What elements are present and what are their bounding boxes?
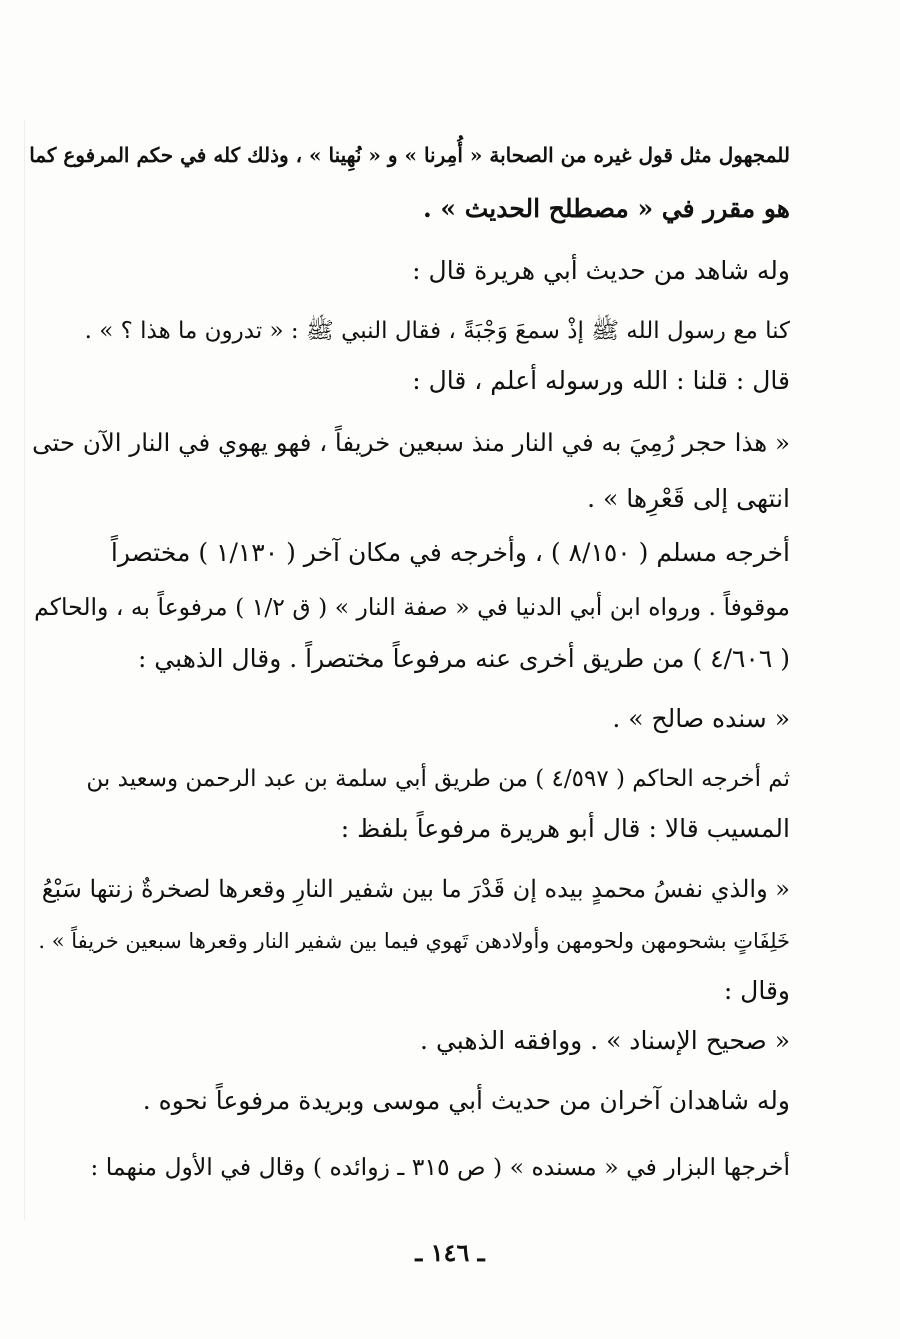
page-number: ـ ١٤٦ ـ: [415, 1238, 485, 1267]
text-line-12: ثم أخرجه الحاكم ( ٤/٥٩٧ ) من طريق أبي سلمة بن عبد الرحمن وسعيد بن: [86, 766, 790, 792]
text-line-14: « والذي نفسُ محمدٍ بيده إن قَدْرَ ما بين شفير النارِ وقعرها لصخرةٌ زنتها سَبْعُ: [41, 875, 790, 903]
text-line-1: للمجهول مثل قول غيره من الصحابة « أُمِرنا » و « نُهِينا » ، وذلك كله في حكم المرفوع كما: [29, 143, 790, 167]
text-line-9: موقوفاً . ورواه ابن أبي الدنيا في « صفة النار » ( ق ١/٢ ) مرفوعاً به ، والحاكم: [34, 593, 790, 621]
text-line-17: « صحيح الإسناد » . ووافقه الذهبي .: [420, 1026, 790, 1055]
text-line-11: « سنده صالح » .: [612, 704, 790, 733]
text-line-15: خَلِفَاتٍ بشحومهن ولحومهن وأولادهن تَهوي فيما بين شفير النار وقعرها سبعين خريفاً » .: [38, 929, 790, 953]
text-line-8: أخرجه مسلم ( ٨/١٥٠ ) ، وأخرجه في مكان آخر ( ١/١٣٠ ) مختصراً: [110, 538, 790, 567]
scan-shadow-line: [24, 120, 25, 1220]
text-line-10: ( ٤/٦٠٦ ) من طريق أخرى عنه مرفوعاً مختصراً . وقال الذهبي :: [137, 644, 790, 673]
text-line-13: المسيب قالا : قال أبو هريرة مرفوعاً بلفظ :: [340, 814, 790, 843]
text-line-2: هو مقرر في « مصطلح الحديث » .: [423, 194, 790, 223]
text-line-7: انتهى إلى قَعْرِها » .: [587, 484, 790, 513]
text-line-4: كنا مع رسول الله ﷺ إذْ سمعَ وَجْبَةً ، فقال النبي ﷺ : « تدرون ما هذا ؟ » .: [84, 318, 790, 344]
text-line-16: وقال :: [723, 976, 790, 1005]
text-line-5: قال : قلنا : الله ورسوله أعلم ، قال :: [412, 366, 790, 395]
text-line-3: وله شاهد من حديث أبي هريرة قال :: [412, 256, 790, 285]
text-line-6: « هذا حجر رُمِيَ به في النار منذ سبعين خريفاً ، فهو يهوي في النار الآن حتى: [32, 428, 790, 457]
text-line-19: أخرجها البزار في « مسنده » ( ص ٣١٥ ـ زوائده ) وقال في الأول منهما :: [90, 1153, 790, 1181]
text-line-18: وله شاهدان آخران من حديث أبي موسى وبريدة مرفوعاً نحوه .: [142, 1086, 790, 1115]
